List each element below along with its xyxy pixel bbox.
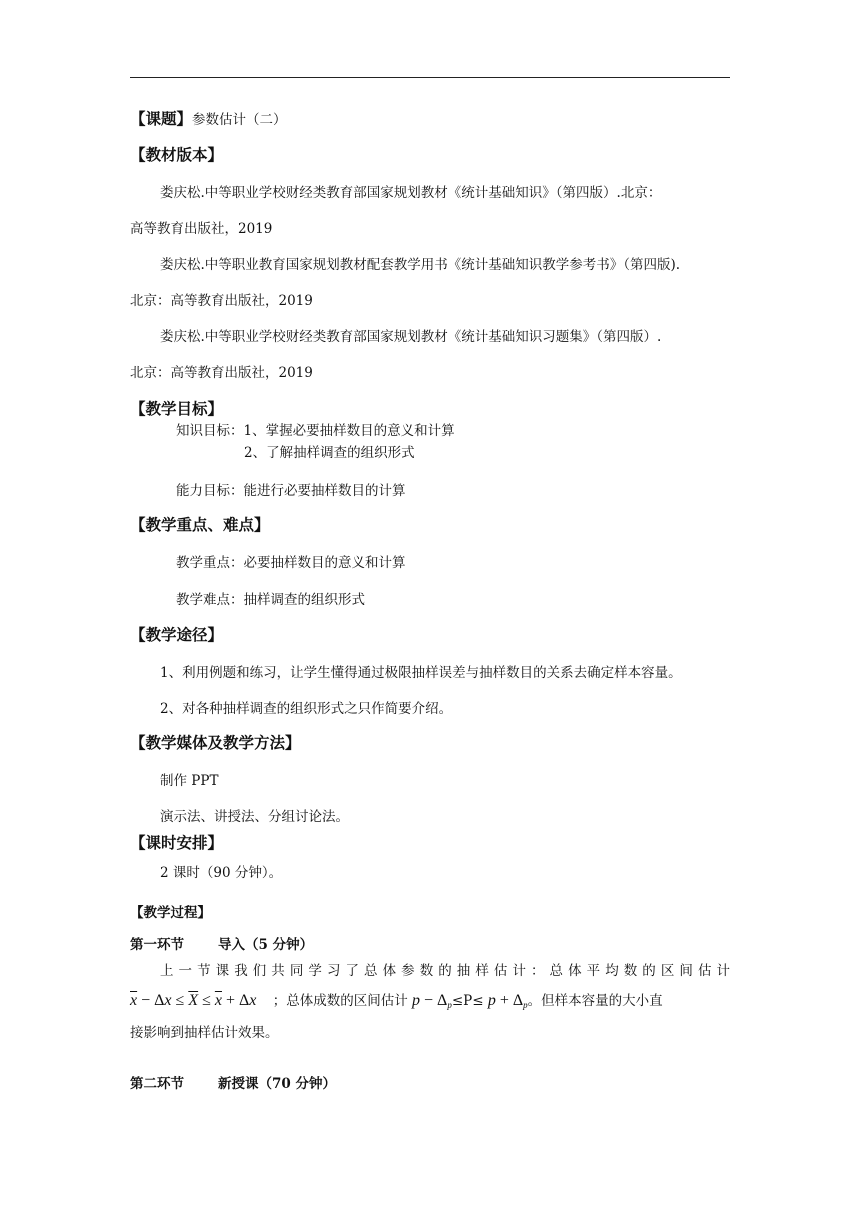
stage1-formula-line xyxy=(130,992,663,1014)
textbook-1-line2: 高等教育出版社，2019 xyxy=(130,221,273,237)
stage1-text-line1: 上一节课我们共同学习了总体参数的抽样估计：总体平均数的区间估计 xyxy=(160,963,730,979)
goal-knowledge-2: 2、了解抽样调查的组织形式 xyxy=(244,445,415,461)
textbook-3-line2: 北京：高等教育出版社，2019 xyxy=(130,365,313,381)
stage1-text-mid1: ；总体成数的区间估计 xyxy=(272,993,408,1009)
textbook-2-line2: 北京：高等教育出版社，2019 xyxy=(130,293,313,309)
approach-1: 1、利用例题和练习，让学生懂得通过极限抽样误差与抽样数目的关系去确定样本容量。 xyxy=(160,665,682,681)
textbook-heading: 【教材版本】 xyxy=(130,145,224,164)
approach-heading: 【教学途径】 xyxy=(130,625,224,644)
proportion-lower-formula: $p - \Delta_p$ xyxy=(412,992,452,1010)
hours-heading: 【课时安排】 xyxy=(130,833,224,852)
topic-label: 【课题】 xyxy=(130,109,193,128)
key-heading: 【教学重点、难点】 xyxy=(130,515,270,534)
stage1-title: 导入（5 分钟） xyxy=(218,937,314,953)
proportion-upper-formula: $p + \Delta_p$ xyxy=(487,992,528,1010)
media-heading: 【教学媒体及教学方法】 xyxy=(130,733,301,752)
stage1-label: 第一环节 xyxy=(130,937,184,953)
topic-line xyxy=(130,110,287,129)
mean-interval-formula: $\overline{x} - \Delta x \le \overline{X} \le \overline{x} + \Delta x$ xyxy=(130,992,257,1009)
stage2-title: 新授课（70 分钟） xyxy=(218,1076,336,1092)
topic-text: 参数估计（二） xyxy=(192,112,287,128)
process-heading: 【教学过程】 xyxy=(130,905,211,921)
stage1-text-line3: 接影响到抽样估计效果。 xyxy=(130,1025,279,1041)
media-2: 演示法、讲授法、分组讨论法。 xyxy=(160,809,349,825)
difficult-point: 教学难点：抽样调查的组织形式 xyxy=(176,592,365,608)
textbook-3-line1: 娄庆松.中等职业学校财经类教育部国家规划教材《统计基础知识习题集》（第四版）. xyxy=(160,329,662,345)
stage1-heading xyxy=(130,936,313,954)
header-rule xyxy=(130,77,730,78)
media-1: 制作 PPT xyxy=(160,773,219,789)
stage1-text-mid3: 。但样本容量的大小直 xyxy=(527,993,663,1009)
textbook-1-line1: 娄庆松.中等职业学校财经类教育部国家规划教材《统计基础知识》（第四版）.北京： xyxy=(160,185,662,201)
stage2-heading xyxy=(130,1075,336,1093)
goals-heading: 【教学目标】 xyxy=(130,399,224,418)
textbook-2-line1: 娄庆松.中等职业教育国家规划教材配套教学用书《统计基础知识教学参考书》（第四版). xyxy=(160,257,681,273)
approach-2: 2、对各种抽样调查的组织形式之只作简要介绍。 xyxy=(160,701,453,717)
stage1-text-mid2: ≤P≤ xyxy=(451,993,484,1009)
goal-knowledge-1: 知识目标：1、掌握必要抽样数目的意义和计算 xyxy=(176,423,455,439)
key-point: 教学重点：必要抽样数目的意义和计算 xyxy=(176,555,406,571)
goal-ability: 能力目标：能进行必要抽样数目的计算 xyxy=(176,483,406,499)
hours-text: 2 课时（90 分钟）。 xyxy=(160,865,283,881)
stage2-label: 第二环节 xyxy=(130,1076,184,1092)
